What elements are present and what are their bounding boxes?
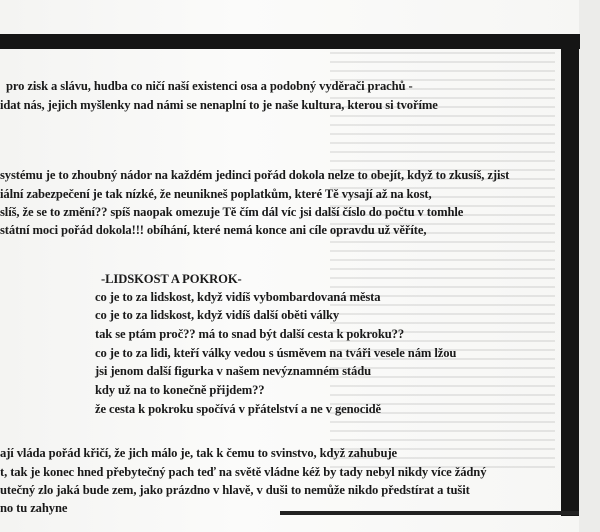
text-line: státní moci pořád dokola!!! obíhání, které nemá konce ani cíle opravdu už věříte,: [0, 223, 427, 237]
text-line: systému je to zhoubný nádor na každém jedinci pořád dokola nelze to obejít, když to zkusíš, zjist: [0, 168, 510, 182]
poem-title: -LIDSKOST A POKROK-: [101, 272, 242, 286]
poem-line: jsi jenom další figurka v našem nevýznamném stádu: [95, 364, 372, 378]
text-line: utečný zlo jaká bude zem, jako prázdno v hlavě, v duši to nemůže nikdo předstírat a tušit: [0, 483, 470, 497]
page-edge: [579, 0, 600, 532]
poem-line: kdy už na to konečně přijdem??: [95, 383, 265, 397]
poem-line: co je to za lidi, kteří války vedou s úsměvem na tváři vesele nám lžou: [95, 346, 457, 360]
frame-border-top: [0, 34, 580, 49]
text-line: no tu zahyne: [0, 501, 68, 515]
text-line: t, tak je konec hned přebytečný pach teď na světě vládne kéž by tady nebyl nikdy více žádný: [0, 465, 487, 479]
text-line: pro zisk a slávu, hudba co ničí naší existenci osa a podobný vyděrači prachů -: [6, 79, 413, 93]
text-line: ají vláda pořád křičí, že jich málo je, tak k čemu to svinstvo, když zahubuje: [0, 446, 398, 460]
poem-line: že cesta k pokroku spočívá v přátelství a ne v genocidě: [95, 402, 382, 416]
text-line: slíš, že se to změní?? spíš naopak omezuje Tě čím dál víc jsi další číslo do počtu v tomhle: [0, 205, 464, 219]
frame-border-bottom: [280, 511, 579, 515]
poem-line: co je to za lidskost, když vidíš vybombardovaná města: [95, 290, 381, 304]
poem-line: tak se ptám proč?? má to snad být další cesta k pokroku??: [95, 327, 405, 341]
poem-line: co je to za lidskost, když vidíš další oběti války: [95, 308, 340, 322]
text-line: iální zabezpečení je tak nízké, že neunikneš poplatkům, které Tě vysají až na kost,: [0, 187, 432, 201]
text-line: idat nás, jejich myšlenky nad námi se nenaplní to je naše kultura, kterou si tvoříme: [0, 98, 438, 112]
frame-border-right: [561, 34, 579, 516]
